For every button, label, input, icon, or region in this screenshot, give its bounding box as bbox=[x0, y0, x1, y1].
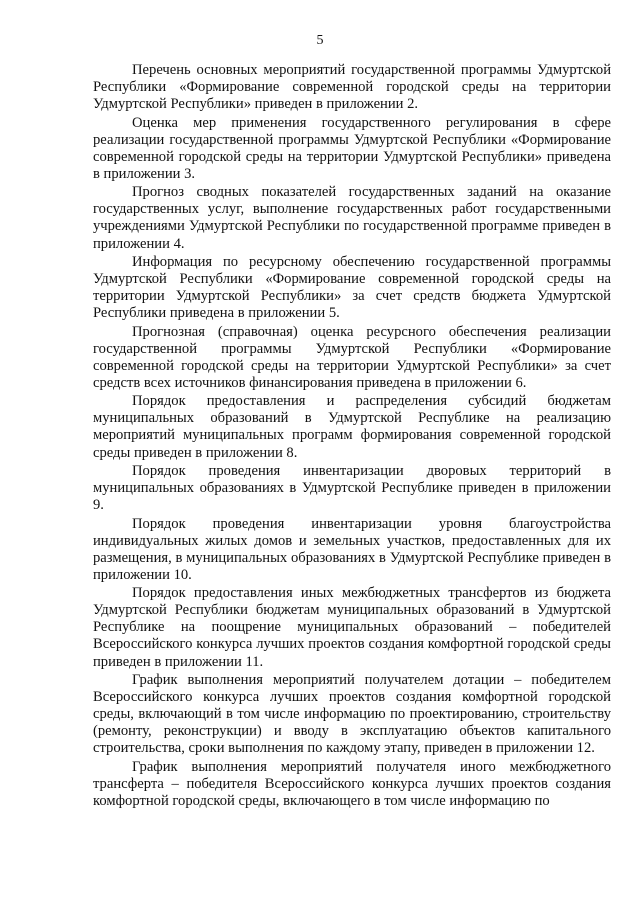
paragraph-schedule-transfer: График выполнения мероприятий получателя иного межбюджетного трансферта – победителя Всероссийского конкурса лучших проектов создания комфортной городской среды, включающего в том числе информацию по bbox=[93, 758, 611, 809]
paragraph-appendix-5: Информация по ресурсному обеспечению государственной программы Удмуртской Республики «Формирование современной городской среды на территории Удмуртской Республики» за счет средств бюджета Удмуртской Республики приведена в приложении 5. bbox=[93, 253, 611, 322]
paragraph-appendix-10: Порядок проведения инвентаризации уровня благоустройства индивидуальных жилых домов и земельных участков, предоставленных для их размещения, в муниципальных образованиях в Удмуртской Республике приведен в приложении 10. bbox=[93, 515, 611, 583]
paragraph-appendix-8: Порядок предоставления и распределения субсидий бюджетам муниципальных образований в Удмуртской Республике на реализацию мероприятий муниципальных программ формирования современной городской среды приведен в приложении 8. bbox=[93, 393, 611, 461]
page-number: 5 bbox=[316, 33, 324, 48]
document-body bbox=[93, 62, 611, 811]
paragraph-appendix-9: Порядок проведения инвентаризации дворовых территорий в муниципальных образованиях в Удмуртской Республике приведен в приложении 9. bbox=[93, 462, 611, 514]
paragraph-appendix-11: Порядок предоставления иных межбюджетных трансфертов из бюджета Удмуртской Республики бюджетам муниципальных образований в Удмуртской Республике на поощрение муниципальных образований – победителей Всероссийского конкурса лучших проектов создания комфортной городской среды приведен в приложении 11. bbox=[93, 585, 611, 670]
paragraph-appendix-3: Оценка мер применения государственного регулирования в сфере реализации государственной программы Удмуртской Республики «Формирование современной городской среды на территории Удмуртской Республики» приведена в приложении 3. bbox=[93, 114, 611, 182]
paragraph-appendix-4: Прогноз сводных показателей государственных заданий на оказание государственных услуг, выполнение государственных работ государственными учреждениями Удмуртской Республики по государственной программе приведен в приложении 4. bbox=[93, 184, 611, 252]
paragraph-appendix-6: Прогнозная (справочная) оценка ресурсного обеспечения реализации государственной программы Удмуртской Республики «Формирование современной городской среды на территории Удмуртской Республики» за счет средств всех источников финансирования приведена в приложении 6. bbox=[93, 323, 611, 391]
paragraph-appendix-12: График выполнения мероприятий получателем дотации – победителем Всероссийского конкурса лучших проектов создания комфортной городской среды, включающий в том числе информацию по проектированию, строительству (ремонту, реконструкции) и вводу в эксплуатацию объектов капитального строительства, сроки выполнения по каждому этапу, приведен в приложении 12. bbox=[93, 671, 611, 757]
paragraph-appendix-2: Перечень основных мероприятий государственной программы Удмуртской Республики «Формирование современной городской среды на территории Удмуртской Республики» приведен в приложении 2. bbox=[93, 62, 611, 113]
